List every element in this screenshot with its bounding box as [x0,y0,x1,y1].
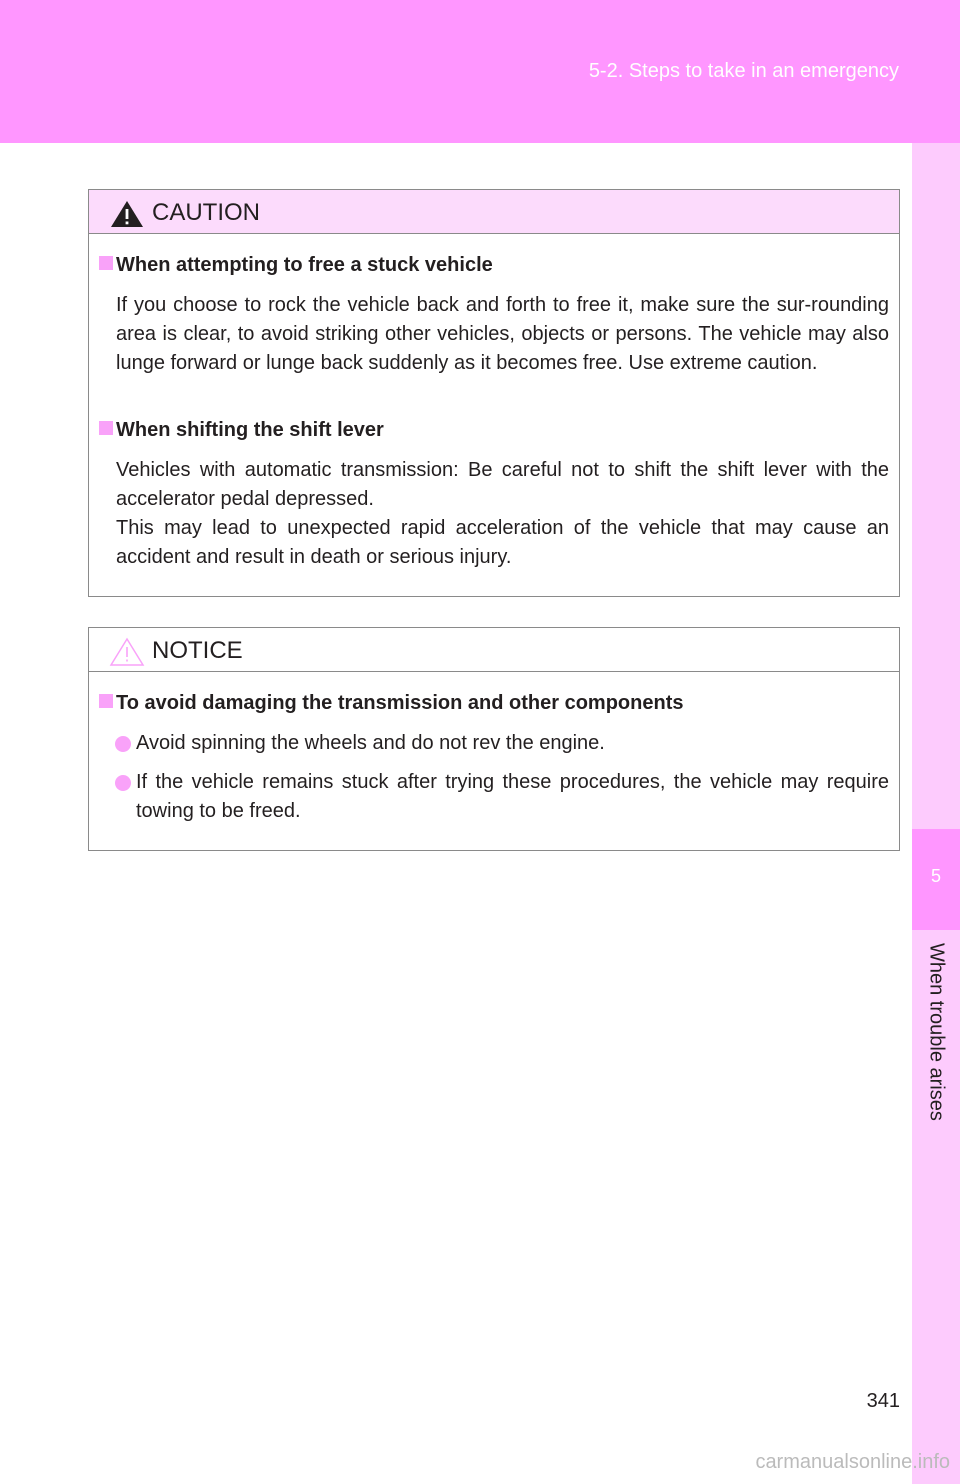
square-bullet-icon [99,256,113,270]
chapter-title: When trouble arises [925,943,948,1121]
notice-item-title: To avoid damaging the transmission and other components [116,692,684,714]
notice-box [88,627,900,851]
chapter-title-wrap [912,943,960,1153]
watermark: carmanualsonline.info [755,1451,950,1473]
chapter-number: 5 [930,866,941,886]
side-tab [912,143,960,1484]
notice-title: NOTICE [152,637,243,664]
section-title: 5-2. Steps to take in an emergency [588,60,899,82]
caution-paragraph: Vehicles with automatic transmission: Be careful not to shift the shift lever with the accelerator pedal depressed. [116,459,889,510]
warning-triangle-outline-icon [109,637,145,667]
notice-header [89,628,899,672]
round-bullet-icon [115,775,131,791]
square-bullet-icon [99,694,113,708]
round-bullet-icon [115,736,131,752]
caution-paragraph: This may lead to unexpected rapid acceleration of the vehicle that may cause an accident and result in death or serious injury. [116,517,889,568]
page-number: 341 [866,1390,900,1412]
caution-box [88,189,900,597]
warning-triangle-icon [109,199,145,229]
caution-header [89,190,899,234]
caution-paragraph: If you choose to rock the vehicle back and forth to free it, make sure the sur-rounding area is clear, to avoid striking other vehicles, objects or persons. The vehicle may also lunge forward or lunge back suddenly as it becomes free. Use extreme caution. [116,294,889,374]
notice-bullet-text: If the vehicle remains stuck after trying these procedures, the vehicle may require towing to be freed. [136,771,889,822]
caution-title: CAUTION [152,199,260,226]
caution-item-title: When attempting to free a stuck vehicle [116,254,493,276]
notice-bullet-text: Avoid spinning the wheels and do not rev the engine. [136,732,605,754]
square-bullet-icon [99,421,113,435]
caution-item-title: When shifting the shift lever [116,419,384,441]
